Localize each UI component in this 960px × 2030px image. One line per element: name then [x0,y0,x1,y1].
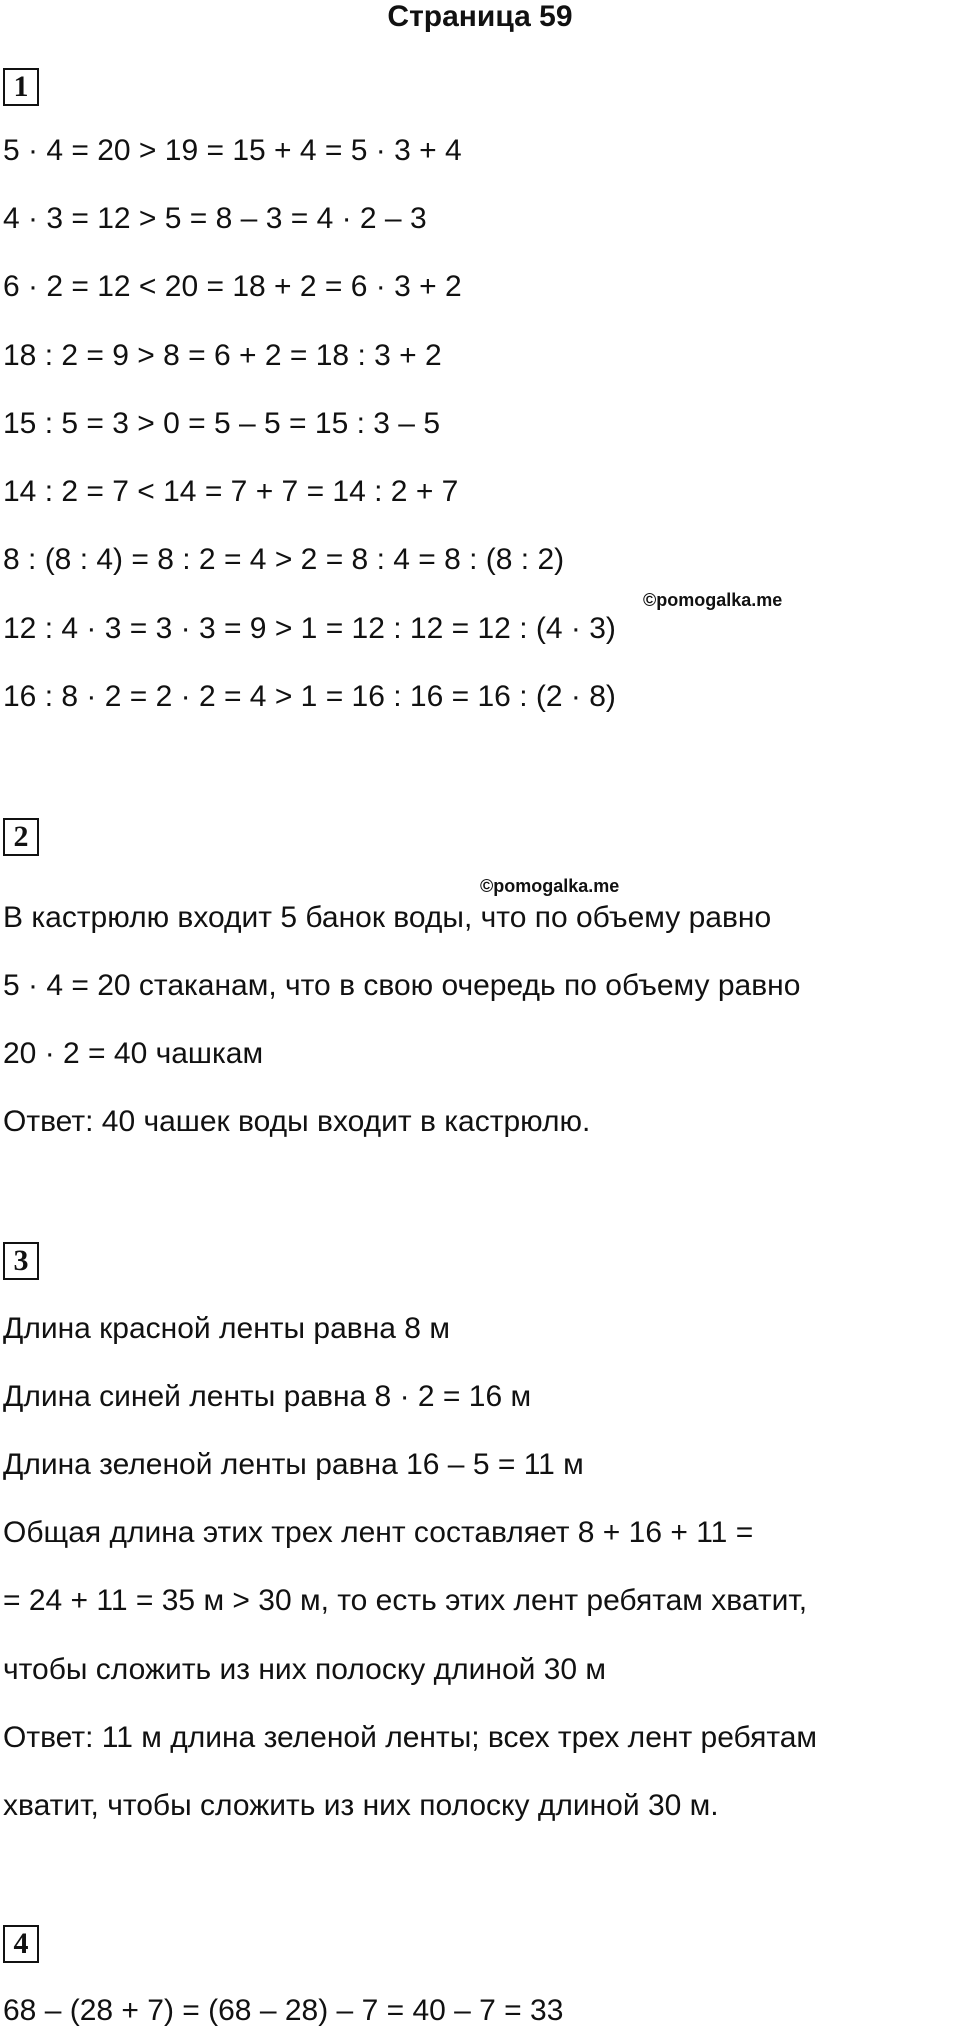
task-1-line-4: 18 : 2 = 9 > 8 = 6 + 2 = 18 : 3 + 2 [3,339,442,372]
task-number-4: 4 [3,1925,39,1963]
watermark: ©pomogalka.me [480,876,620,896]
task-number-3: 3 [3,1242,39,1280]
task-number-2: 2 [3,818,39,856]
task-1-line-8: 12 : 4 · 3 = 3 · 3 = 9 > 1 = 12 : 12 = 12 : (4 · 3) [3,612,616,645]
task-3-line-4: Общая длина этих трех лент составляет 8 + 16 + 11 = [3,1516,754,1549]
task-1-line-7: 8 : (8 : 4) = 8 : 2 = 4 > 2 = 8 : 4 = 8 : (8 : 2) [3,543,565,576]
task-1-line-5: 15 : 5 = 3 > 0 = 5 – 5 = 15 : 3 – 5 [3,407,441,440]
task-3-line-5: = 24 + 11 = 35 м > 30 м, то есть этих лент ребятам хватит, [3,1584,808,1617]
task-3-line-6: чтобы сложить из них полоску длиной 30 м [3,1653,607,1686]
task-2-line-1: В кастрюлю входит 5 банок воды, что по объему равно [3,901,772,934]
task-2-line-3: 20 · 2 = 40 чашкам [3,1037,264,1070]
task-2-line-2: 5 · 4 = 20 стаканам, что в свою очередь по объему равно [3,969,801,1002]
task-3-line-3: Длина зеленой ленты равна 16 – 5 = 11 м [3,1448,584,1481]
task-1-line-9: 16 : 8 · 2 = 2 · 2 = 4 > 1 = 16 : 16 = 16 : (2 · 8) [3,680,616,713]
task-1-line-6: 14 : 2 = 7 < 14 = 7 + 7 = 14 : 2 + 7 [3,475,459,508]
task-3-line-2: Длина синей ленты равна 8 · 2 = 16 м [3,1380,532,1413]
task-3-line-7: Ответ: 11 м длина зеленой ленты; всех трех лент ребятам [3,1721,818,1754]
task-3-line-8: хватит, чтобы сложить из них полоску длиной 30 м. [3,1789,719,1822]
page-title: Страница 59 [387,0,573,33]
task-3-line-1: Длина красной ленты равна 8 м [3,1312,450,1345]
task-1-line-1: 5 · 4 = 20 > 19 = 15 + 4 = 5 · 3 + 4 [3,134,462,167]
task-number-1: 1 [3,68,39,106]
task-2-line-4: Ответ: 40 чашек воды входит в кастрюлю. [3,1105,591,1138]
task-1-line-2: 4 · 3 = 12 > 5 = 8 – 3 = 4 · 2 – 3 [3,202,427,235]
task-4-line-1: 68 – (28 + 7) = (68 – 28) – 7 = 40 – 7 = 33 [3,1994,564,2027]
task-1-line-3: 6 · 2 = 12 < 20 = 18 + 2 = 6 · 3 + 2 [3,270,462,303]
watermark: ©pomogalka.me [643,590,783,610]
